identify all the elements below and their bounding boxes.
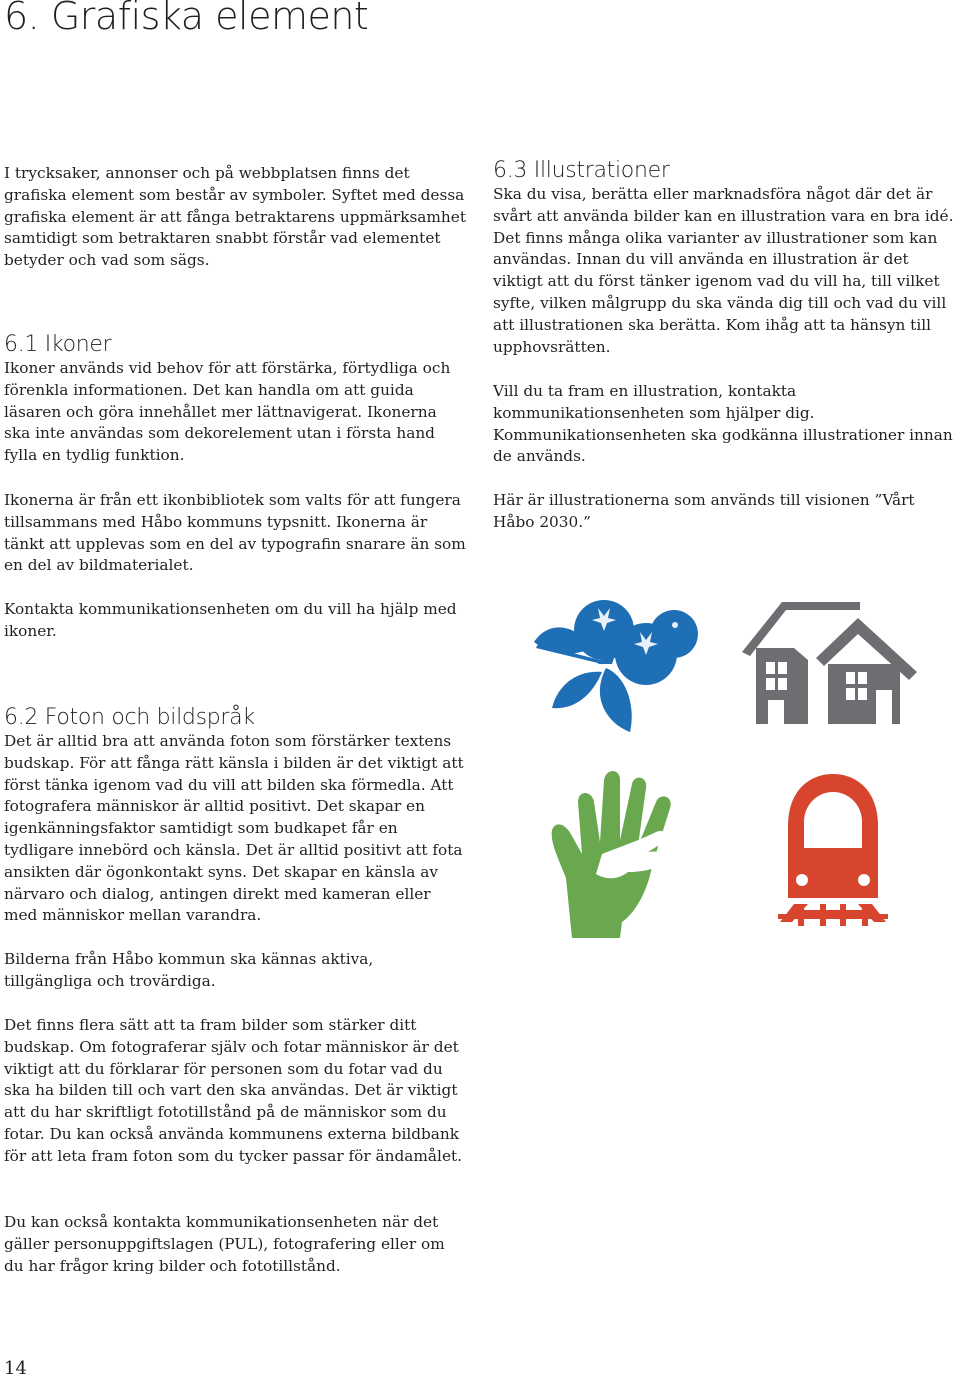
section-heading-photos: 6.2 Foton och bildspråk [4, 705, 255, 730]
photos-paragraph-2: Bilderna från Håbo kommun ska kännas aktiva, tillgängliga och trovärdiga. [4, 950, 374, 990]
houses-icon [742, 600, 917, 725]
intro-paragraph: I trycksaker, annonser och på webbplatsen finns det grafiska element som består av symboler. Syftet med dessa grafiska element är att fånga betraktarens uppmärksamhet samtidigt som betraktaren snabbt förstår vad elementet betyder och vad som sägs. [4, 164, 466, 270]
section-heading-icons: 6.1 Ikoner [4, 332, 112, 357]
icons-paragraph-2: Ikonerna är från ett ikonbibliotek som valts för att fungera tillsammans med Håbo kommuns typsnitt. Ikonerna är tänkt att upplevas som en del av typografin snarare än som en del av bildmaterialet. [4, 491, 466, 575]
icons-paragraph-3: Kontakta kommunikationsenheten om du vill ha hjälp med ikoner. [4, 600, 457, 640]
blueberries-icon [528, 598, 698, 733]
section-heading-illustrations: 6.3 Illustrationer [493, 158, 670, 183]
train-icon [778, 772, 888, 932]
page-number: 14 [4, 1358, 27, 1379]
illustrations-paragraph-1: Ska du visa, berätta eller marknadsföra något där det är svårt att använda bilder kan en illustration vara en bra idé. Det finns många olika varianter av illustrationer som kan användas. Innan du vill använda en illustration är det viktigt att du först tänker igenom vad du vill ha, till vilket syfte, vilken målgrupp du ska vända dig till och vad du vill att illustrationen ska berätta. Kom ihåg att ta hänsyn till upphovsrätten. [493, 185, 954, 356]
icons-paragraph-1: Ikoner används vid behov för att förstärka, förtydliga och förenkla informationen. Det kan handla om att guida läsaren och göra innehållet mer lättnavigerat. Ikonerna ska inte användas som dekorelement utan i första hand fylla en tydlig funktion. [4, 359, 451, 465]
photos-paragraph-4: Du kan också kontakta kommunikationsenheten när det gäller personuppgiftslagen (PUL), fotografering eller om du har frågor kring bilder och fototillstånd. [4, 1213, 445, 1275]
illustrations-paragraph-3: Här är illustrationerna som används till visionen ”Vårt Håbo 2030.” [493, 491, 915, 531]
page-title: 6. Grafiska element [4, 0, 369, 38]
photos-paragraph-3: Det finns flera sätt att ta fram bilder som stärker ditt budskap. Om fotograferar själv och fotar människor är det viktigt att du förklarar för personen som du fotar vad du ska ha bilden till och vart den ska användas. Det är viktigt att du har skriftligt fototillstånd på de människor som du fotar. Du kan också använda kommunens externa bildbank för att leta fram foton som du tycker passar för ändamålet. [4, 1016, 463, 1165]
photos-paragraph-1: Det är alltid bra att använda foton som förstärker textens budskap. För att fånga rätt känsla i bilden är det viktigt att först tänka igenom vad du vill att bilden ska förmedla. Att fotografera människor är alltid positivt. Det skapar en igenkänningsfaktor samtidigt som budkapet får en tydligare innebörd och känsla. Det är alltid positivt att fota ansikten där ögonkontakt syns. Det skapar en känsla av närvaro och dialog, antingen direkt med kameran eller med människor mellan varandra. [4, 732, 464, 925]
helping-hands-icon [548, 762, 698, 942]
illustrations-paragraph-2: Vill du ta fram en illustration, kontakta kommunikationsenheten som hjälper dig. Kommunikationsenheten ska godkänna illustrationer innan de används. [493, 382, 953, 466]
